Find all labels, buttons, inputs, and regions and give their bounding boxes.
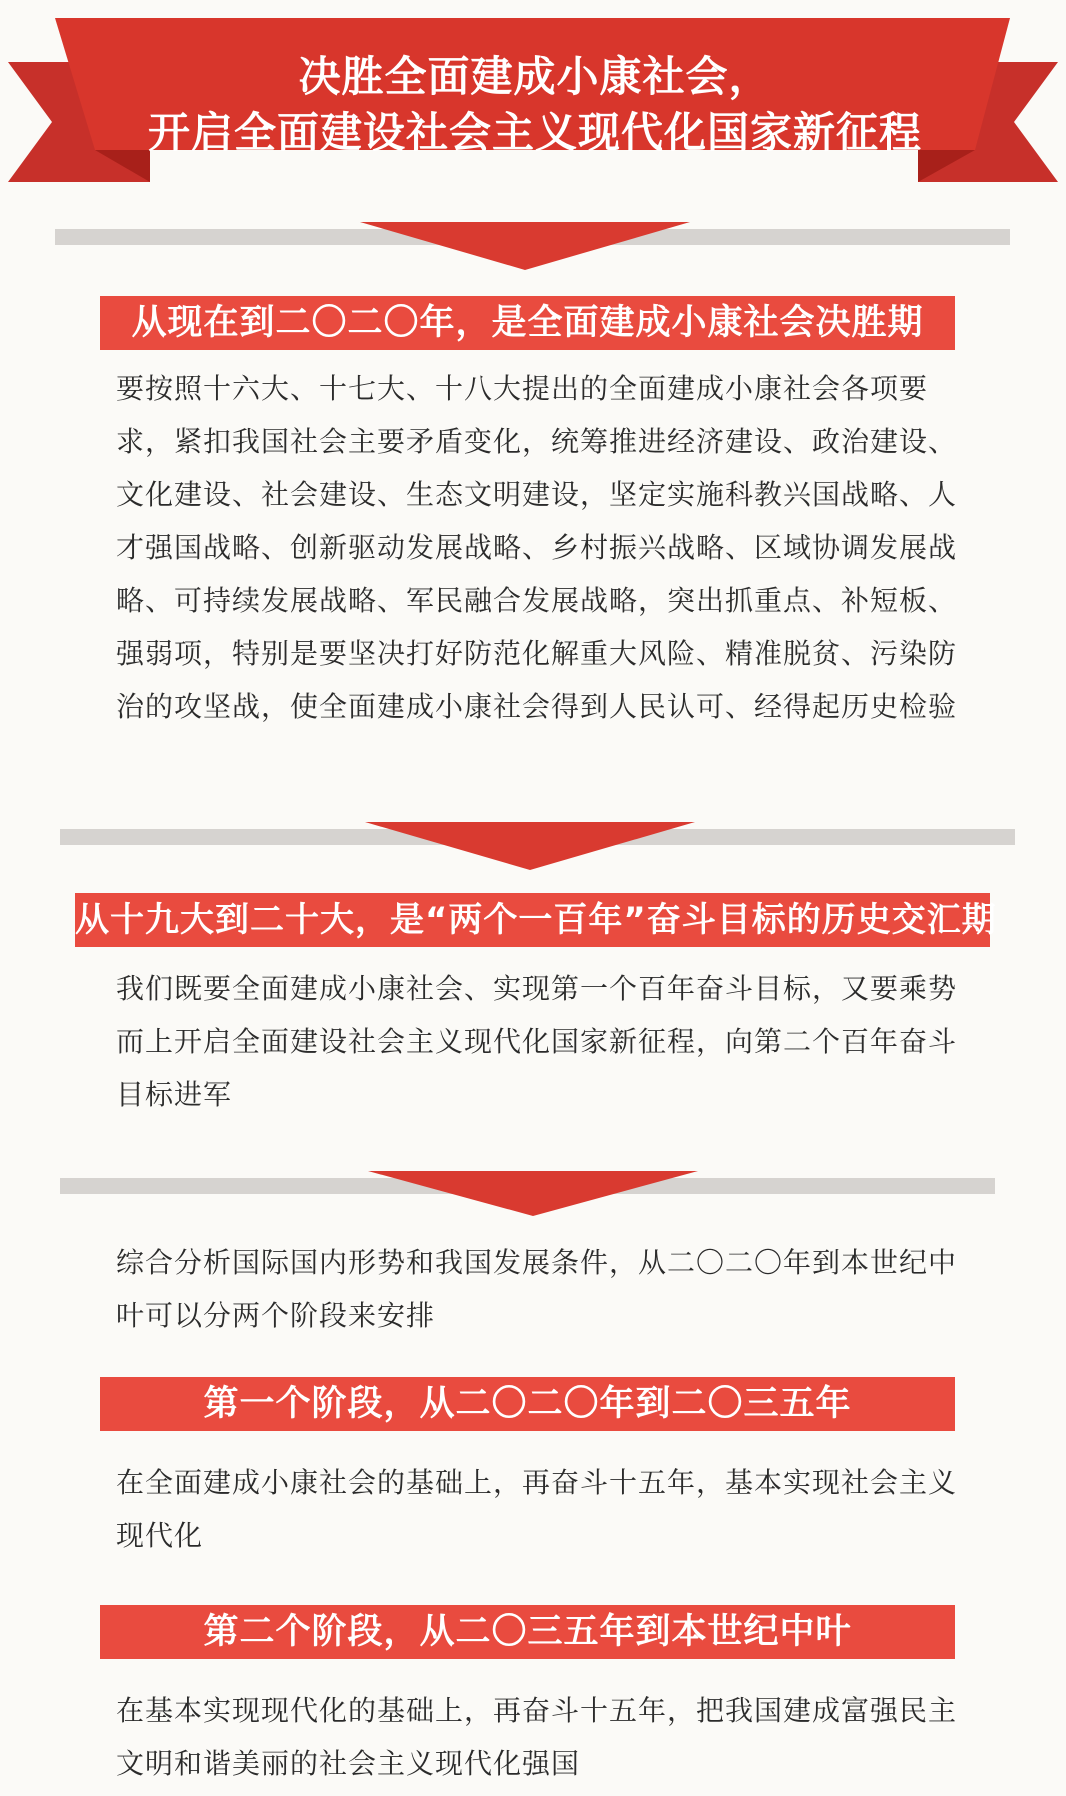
down-arrow-icon	[0, 222, 1066, 272]
down-arrow-icon	[0, 822, 1066, 872]
stage-body-second: 在基本实现现代化的基础上，再奋斗十五年，把我国建成富强民主文明和谐美丽的社会主义现代化强国	[116, 1694, 958, 1780]
title-banner	[0, 0, 1066, 205]
stage-header-first: 第一个阶段，从二〇二〇年到二〇三五年	[100, 1377, 955, 1431]
page-title-line-1: 决胜全面建成小康社会，	[298, 52, 772, 101]
page-title-line-2: 开启全面建设社会主义现代化国家新征程	[147, 108, 922, 157]
stage-body-first: 在全面建成小康社会的基础上，再奋斗十五年，基本实现社会主义现代化	[116, 1466, 958, 1552]
stage-header-second: 第二个阶段，从二〇三五年到本世纪中叶	[100, 1605, 955, 1659]
section-divider	[0, 1168, 1066, 1218]
section-divider	[0, 222, 1066, 272]
section-divider	[0, 822, 1066, 872]
down-arrow-icon	[0, 1168, 1066, 1218]
section-header-decisive-period: 从现在到二〇二〇年，是全面建成小康社会决胜期	[100, 296, 955, 350]
section-header-convergence-period: 从十九大到二十大，是“两个一百年”奋斗目标的历史交汇期	[75, 893, 990, 947]
section-body-decisive-period: 要按照十六大、十七大、十八大提出的全面建成小康社会各项要求，紧扣我国社会主要矛盾变化，统筹推进经济建设、政治建设、文化建设、社会建设、生态文明建设，坚定实施科教兴国战略、人才强国战略、创新驱动发展战略、乡村振兴战略、区域协调发展战略、可持续发展战略、军民融合发展战略，突出抓重点、补短板、强弱项，特别是要坚决打好防范化解重大风险、精准脱贫、污染防治的攻坚战，使全面建成小康社会得到人民认可、经得起历史检验	[116, 372, 958, 723]
section-body-convergence-period: 我们既要全面建成小康社会、实现第一个百年奋斗目标，又要乘势而上开启全面建设社会主义现代化国家新征程，向第二个百年奋斗目标进军	[116, 972, 958, 1111]
plan-intro: 综合分析国际国内形势和我国发展条件，从二〇二〇年到本世纪中叶可以分两个阶段来安排	[116, 1246, 958, 1332]
